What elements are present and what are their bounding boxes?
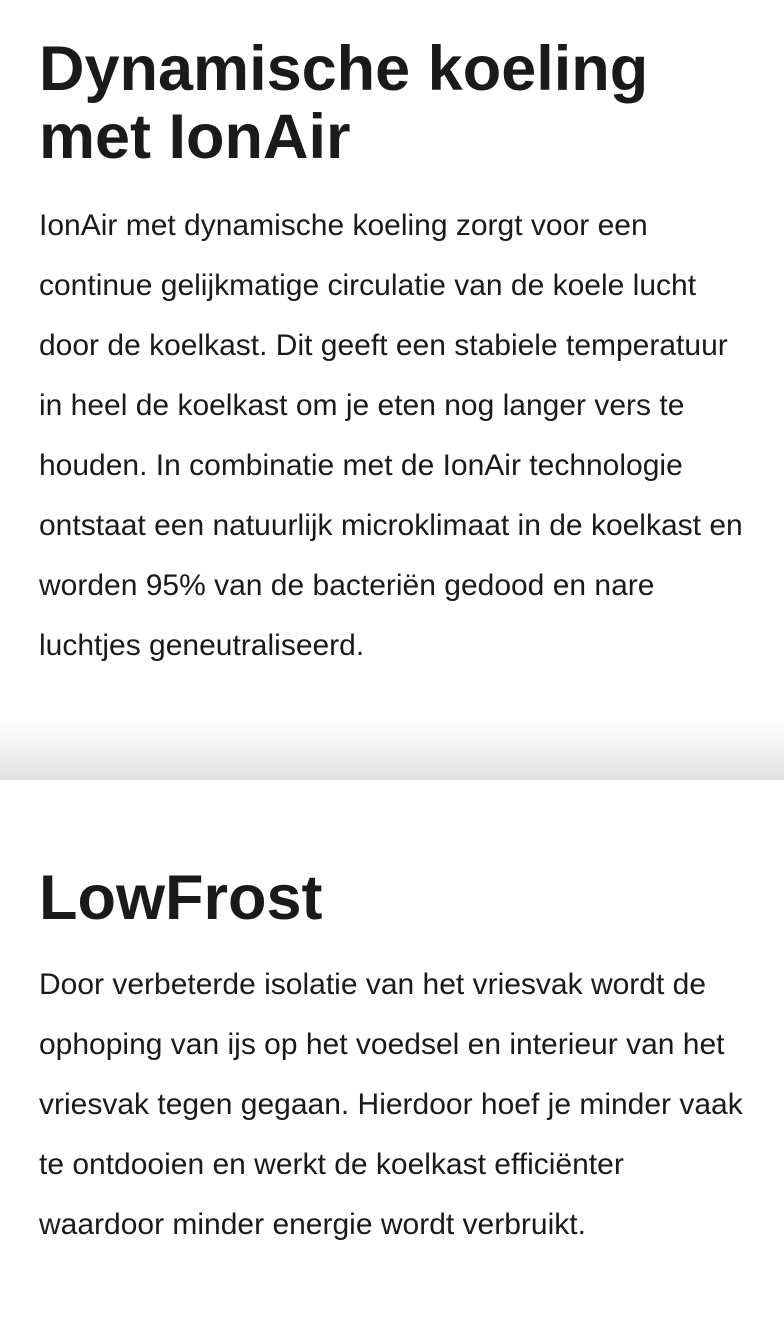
- feature-section-lowfrost: [0, 780, 784, 1327]
- section-heading: Dynamische koeling met IonAir: [39, 34, 649, 172]
- section-description: Door verbeterde isolatie van het vriesvak wordt de ophoping van ijs op het voedsel en interieur van het vriesvak tegen gegaan. Hierdoor hoef je minder vaak te ontdooien en werkt de koelkast efficiënter waardoor minder energie wordt verbruikt.: [39, 968, 743, 1241]
- section-heading: LowFrost: [39, 863, 323, 933]
- section-description: IonAir met dynamische koeling zorgt voor een continue gelijkmatige circulatie van de koele lucht door de koelkast. Dit geeft een stabiele temperatuur in heel de koelkast om je eten nog langer vers te houden. In combinatie met de IonAir technologie ontstaat een natuurlijk microklimaat in de koelkast en worden 95% van de bacteriën gedood en nare luchtjes geneutraliseerd.: [39, 209, 743, 662]
